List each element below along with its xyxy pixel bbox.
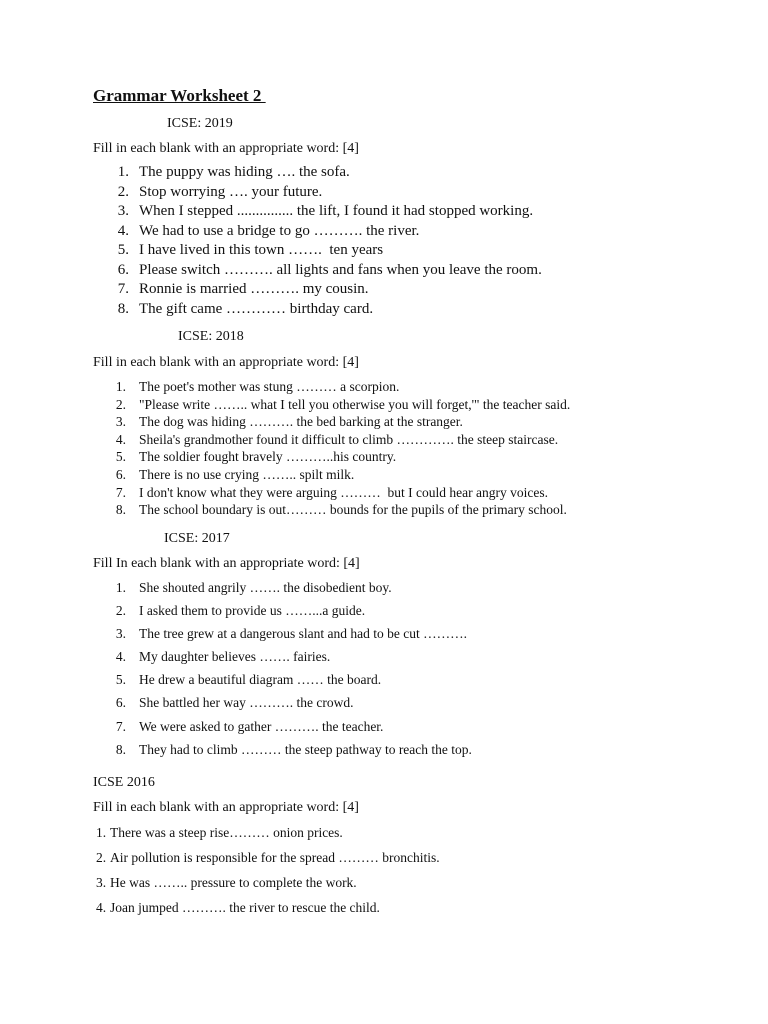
question-number: 4. — [115, 431, 126, 447]
question-number: 6. — [115, 695, 126, 711]
question-text: The tree grew at a dangerous slant and had to be cut ………. — [139, 626, 468, 642]
question-item — [110, 485, 570, 503]
question-item — [110, 203, 542, 223]
question-item — [110, 242, 542, 262]
question-text: Please switch ………. all lights and fans when you leave the room. — [139, 261, 542, 278]
question-number: 8. — [117, 300, 129, 317]
question-number: 4. — [115, 649, 126, 665]
question-number: 5. — [117, 242, 129, 258]
question-number: 3. — [117, 203, 129, 219]
question-number: 3. — [115, 626, 126, 642]
section-instruction: Fill in each blank with an appropriate word: [4] — [93, 355, 359, 370]
question-text: They had to climb ……… the steep pathway to reach the top. — [139, 741, 472, 757]
question-text: When I stepped ............... the lift, I found it had stopped working. — [139, 203, 534, 219]
question-text: He drew a beautiful diagram …… the board. — [139, 672, 382, 688]
question-number: 2. — [117, 183, 129, 200]
section-year-label: ICSE: 2019 — [167, 116, 233, 131]
question-item — [110, 164, 542, 184]
question-item — [96, 850, 440, 875]
question-list — [110, 164, 542, 320]
question-item — [110, 580, 472, 603]
question-text: There is no use crying …….. spilt milk. — [139, 466, 355, 482]
question-number: 4. — [96, 900, 107, 915]
question-item — [96, 900, 440, 925]
section-year-label: ICSE: 2017 — [164, 531, 230, 546]
question-number: 3. — [115, 414, 126, 430]
question-number: 8. — [115, 502, 126, 518]
question-text: He was …….. pressure to complete the work. — [110, 875, 357, 890]
question-item — [110, 184, 542, 204]
section-year-label: ICSE: 2018 — [178, 329, 244, 344]
question-item — [110, 379, 570, 397]
question-text: The school boundary is out……… bounds for the pupils of the primary school. — [139, 502, 567, 518]
question-number: 3. — [96, 875, 107, 890]
question-text: We were asked to gather ………. the teacher. — [139, 718, 384, 734]
question-item — [110, 742, 472, 765]
question-item — [110, 695, 472, 718]
question-number: 2. — [96, 850, 107, 865]
question-number: 8. — [115, 741, 126, 757]
section-instruction: Fill In each blank with an appropriate word: [4] — [93, 556, 360, 571]
question-text: The soldier fought bravely ………..his country. — [139, 449, 397, 465]
question-text: Joan jumped ………. the river to rescue the child. — [110, 900, 380, 915]
question-item — [110, 649, 472, 672]
question-item — [110, 301, 542, 321]
question-number: 1. — [115, 379, 126, 394]
question-list — [110, 379, 570, 520]
question-item — [110, 467, 570, 485]
question-item — [110, 626, 472, 649]
question-text: The puppy was hiding …. the sofa. — [139, 164, 350, 180]
question-text: The poet's mother was stung ……… a scorpion. — [139, 379, 400, 394]
question-item — [110, 603, 472, 626]
question-number: 7. — [115, 484, 126, 500]
question-item — [96, 875, 440, 900]
question-item — [110, 672, 472, 695]
question-text: My daughter believes ……. fairies. — [139, 649, 331, 665]
question-number: 6. — [115, 466, 126, 482]
question-text: Air pollution is responsible for the spread ……… bronchitis. — [110, 850, 440, 865]
question-number: 5. — [115, 449, 126, 465]
question-text: I asked them to provide us ……...a guide. — [139, 603, 366, 619]
section-instruction: Fill in each blank with an appropriate word: [4] — [93, 141, 359, 156]
question-number: 7. — [117, 281, 129, 297]
question-text: Ronnie is married ………. my cousin. — [139, 281, 369, 297]
question-text: We had to use a bridge to go ………. the river. — [139, 222, 420, 239]
question-text: The gift came ………… birthday card. — [139, 300, 374, 317]
question-text: She battled her way ………. the crowd. — [139, 695, 354, 711]
question-number: 1. — [117, 164, 129, 180]
question-item — [110, 223, 542, 243]
question-item — [110, 432, 570, 450]
worksheet-title: Grammar Worksheet 2 — [93, 86, 266, 105]
question-text: There was a steep rise……… onion prices. — [110, 825, 343, 840]
question-text: Stop worrying …. your future. — [139, 183, 323, 200]
question-text: She shouted angrily ……. the disobedient boy. — [139, 580, 392, 595]
question-text: "Please write …….. what I tell you otherwise you will forget,'" the teacher said. — [139, 396, 571, 412]
question-text: The dog was hiding ………. the bed barking at the stranger. — [139, 414, 463, 430]
question-number: 4. — [117, 222, 129, 239]
question-text: I have lived in this town ……. ten years — [139, 242, 384, 258]
question-number: 2. — [115, 396, 126, 412]
question-number: 2. — [115, 603, 126, 619]
question-number: 5. — [115, 672, 126, 688]
question-list — [110, 580, 472, 765]
question-item — [110, 262, 542, 282]
question-item — [110, 281, 542, 301]
question-item — [110, 719, 472, 742]
question-text: I don't know what they were arguing ……… but I could hear angry voices. — [139, 484, 548, 500]
question-number: 1. — [115, 580, 126, 595]
question-number: 6. — [117, 261, 129, 278]
question-item — [110, 414, 570, 432]
question-list — [96, 825, 440, 925]
question-number: 7. — [115, 718, 126, 734]
section-instruction: Fill in each blank with an appropriate word: [4] — [93, 800, 359, 815]
section-year-label: ICSE 2016 — [93, 775, 155, 790]
question-number: 1. — [96, 825, 107, 840]
question-text: Sheila's grandmother found it difficult to climb …………. the steep staircase. — [139, 431, 559, 447]
question-item — [96, 825, 440, 850]
question-item — [110, 397, 570, 415]
question-item — [110, 449, 570, 467]
question-item — [110, 502, 570, 520]
